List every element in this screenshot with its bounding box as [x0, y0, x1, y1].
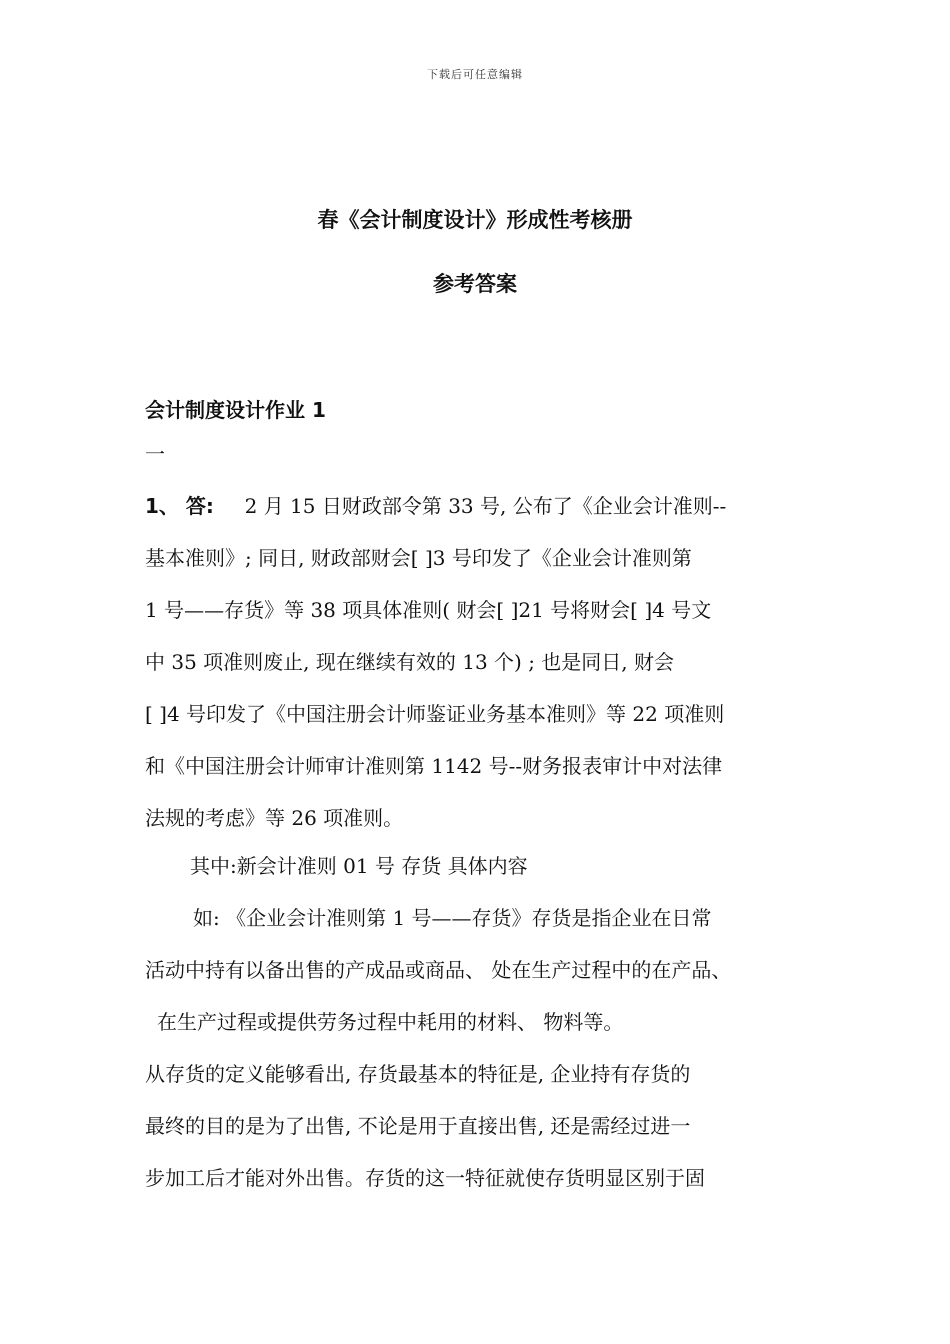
document-title: 春《会计制度设计》形成性考核册	[317, 208, 633, 232]
section-heading: 会计制度设计作业 1	[145, 398, 326, 422]
paragraph-line: 中 35 项准则废止, 现在继续有效的 13 个) ; 也是同日, 财会	[145, 650, 675, 674]
document-subtitle: 参考答案	[433, 272, 517, 296]
paragraph-line: [ ]4 号印发了《中国注册会计师鉴证业务基本准则》等 22 项准则	[145, 702, 725, 726]
header-note: 下载后可任意编辑	[427, 68, 523, 81]
answer-label: 1、 答:	[145, 494, 214, 518]
paragraph-line: 在生产过程或提供劳务过程中耗用的材料、 物料等。	[157, 1010, 624, 1034]
paragraph-line: 从存货的定义能够看出, 存货最基本的特征是, 企业持有存货的	[145, 1062, 691, 1086]
answer-text: 2 月 15 日财政部令第 33 号, 公布了《企业会计准则--	[244, 494, 727, 518]
section-numeral: 一	[145, 442, 165, 466]
paragraph-line: 最终的目的是为了出售, 不论是用于直接出售, 还是需经过进一	[145, 1114, 691, 1138]
answer-line	[145, 492, 726, 520]
paragraph-line: 法规的考虑》等 26 项准则。	[145, 806, 404, 830]
paragraph-line: 如: 《企业会计准则第 1 号——存货》存货是指企业在日常	[193, 906, 712, 930]
paragraph-line: 活动中持有以备出售的产成品或商品、 处在生产过程中的在产品、	[145, 958, 732, 982]
paragraph-line: 其中:新会计准则 01 号 存货 具体内容	[190, 854, 528, 878]
paragraph-line: 基本准则》; 同日, 财政部财会[ ]3 号印发了《企业会计准则第	[145, 546, 692, 570]
paragraph-line: 1 号——存货》等 38 项具体准则( 财会[ ]21 号将财会[ ]4 号文	[145, 598, 712, 622]
paragraph-line: 和《中国注册会计师审计准则第 1142 号--财务报表审计中对法律	[145, 754, 723, 778]
paragraph-line: 步加工后才能对外出售。存货的这一特征就使存货明显区别于固	[145, 1166, 705, 1190]
